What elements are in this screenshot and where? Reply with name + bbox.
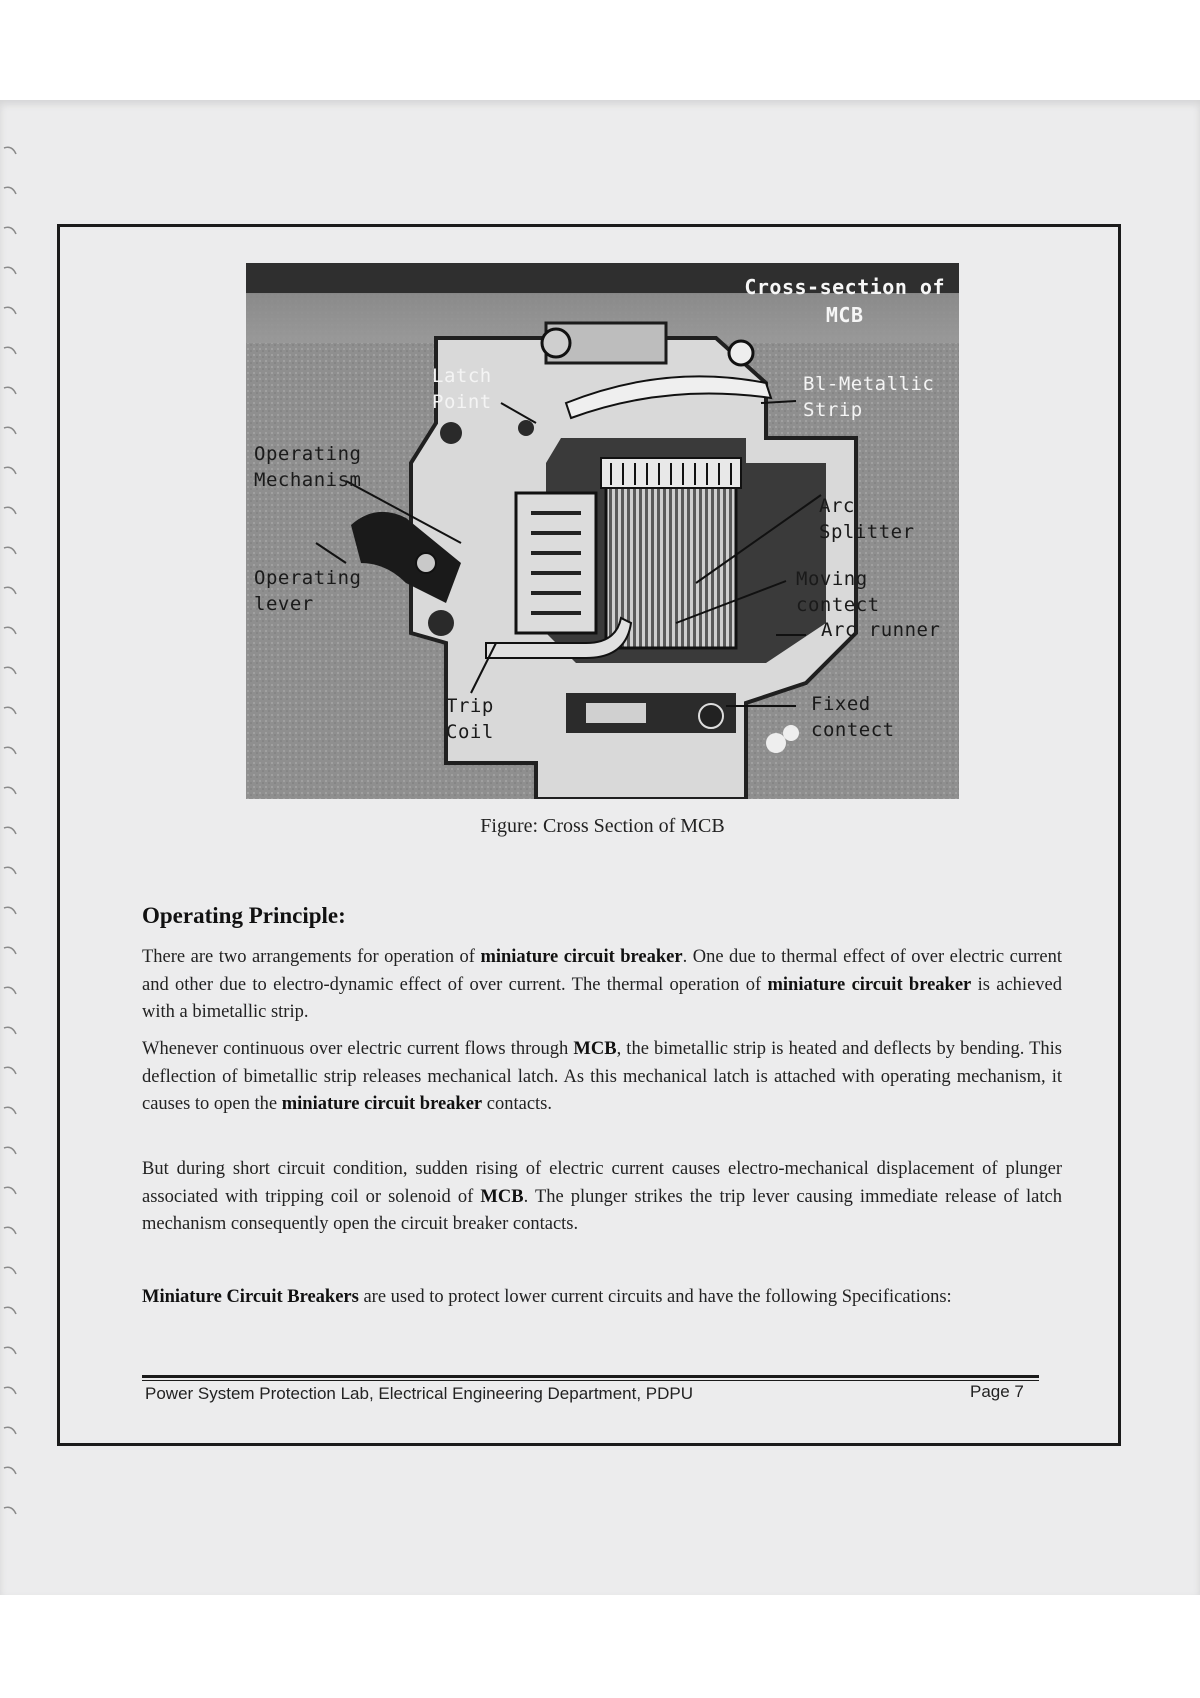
text-run: But during short circuit condition, sudden rising of electric current causes electro-mechanical displacement of plunger associated with tripping coil or solenoid of (142, 1159, 1062, 1207)
bold-term: miniature circuit breaker (767, 974, 972, 995)
text-run: contacts. (482, 1094, 553, 1114)
figure-caption: Figure: Cross Section of MCB (480, 815, 725, 837)
bold-term: miniature circuit breaker (281, 1094, 483, 1114)
text-run: are used to protect lower current circuits and have the following Specifications: (358, 1287, 952, 1307)
paragraph-1 (142, 944, 1062, 1027)
label-fixed-contact: Fixed contect (811, 693, 895, 741)
label-arc-runner: Arc runner (821, 619, 941, 641)
label-bimetallic-strip: Bl-Metallic Strip (803, 373, 935, 421)
bold-term: MCB (480, 1186, 524, 1207)
label-arc-splitter: Arc Splitter (819, 495, 915, 543)
paragraph-3 (142, 1156, 1062, 1239)
text-run: Whenever continuous over electric current flows through (142, 1039, 574, 1059)
mcb-cross-section-figure (246, 263, 959, 799)
bold-term: miniature circuit breaker (480, 947, 683, 967)
label-moving-contact: Moving contect (796, 568, 880, 616)
text-run: There are two arrangements for operation of (142, 947, 481, 967)
footer-lab-name: Power System Protection Lab, Electrical Engineering Department, PDPU (145, 1384, 694, 1403)
text-run: . One due to thermal effect of over electric current and other due to electro-dynamic effect of over current. The thermal operation of (142, 947, 1062, 995)
figure-title: Cross-section of MCB (744, 275, 945, 327)
label-operating-lever: Operating lever (254, 567, 362, 615)
label-trip-coil: Trip Coil (446, 695, 494, 743)
text-run: . The plunger strikes the trip lever causing immediate release of latch mechanism consequently open the circuit breaker contacts. (142, 1186, 1062, 1234)
binder-hole-marks (0, 100, 30, 1595)
section-heading: Operating Principle: (142, 903, 346, 928)
bold-term: MCB (573, 1039, 617, 1059)
footer-rule (142, 1375, 1039, 1378)
text-run: is achieved with a bimetallic strip. (142, 974, 1062, 1022)
paragraph-2 (142, 1036, 1062, 1119)
footer-rule-thin (142, 1380, 1039, 1381)
label-latch-point: Latch Point (432, 365, 492, 413)
bold-term: Miniature Circuit Breakers (142, 1287, 359, 1307)
label-operating-mechanism: Operating Mechanism (254, 443, 362, 491)
text-run: , the bimetallic strip is heated and deflects by bending. This deflection of bimetallic strip releases mechanical latch. As this mechanical latch is attached with operating mechanism, it causes to open the (142, 1039, 1062, 1114)
footer-page-number: Page 7 (970, 1382, 1024, 1401)
paragraph-4 (142, 1284, 1062, 1312)
